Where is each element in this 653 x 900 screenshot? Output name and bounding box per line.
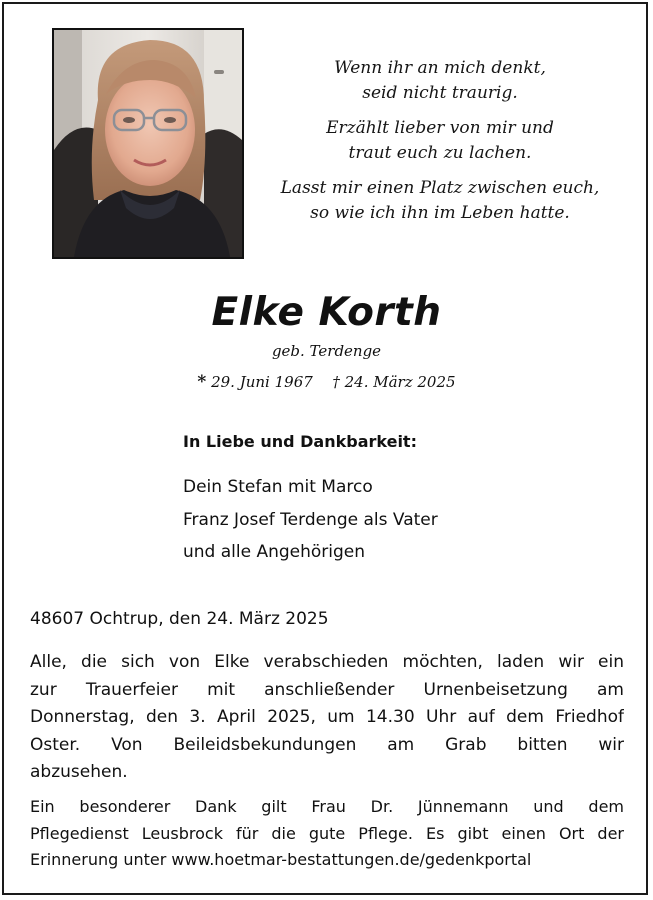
funeral-announcement [30, 649, 624, 787]
thanks-text-line: Pflegedienst Leusbrock für die gute Pflege. Es gibt einen Ort der [30, 823, 624, 843]
death-date: 24. März 2025 [344, 373, 456, 391]
funeral-text-line: abzusehen. [30, 762, 128, 782]
mourner-line: Franz Josef Terdenge als Vater [183, 509, 438, 530]
poem-stanza [258, 176, 622, 226]
poem-line: traut euch zu lachen. [348, 143, 532, 163]
thanks-paragraph [30, 794, 624, 874]
funeral-text-line: Oster. Von Beileidsbekundungen am Grab bitten wir [30, 734, 624, 755]
poem-line: Erzählt lieber von mir und [326, 118, 554, 138]
birth-date: 29. Juni 1967 [211, 373, 313, 391]
mourners-list [183, 471, 438, 569]
birth-star-icon: * [197, 372, 207, 392]
portrait-photo [52, 28, 244, 259]
mourner-line: und alle Angehörigen [183, 542, 366, 562]
poem-stanza [258, 116, 622, 166]
poem-line: seid nicht traurig. [362, 83, 518, 103]
birth-name: geb. Terdenge [271, 342, 382, 360]
funeral-text-line: Donnerstag, den 3. April 2025, um 14.30 Uhr auf dem Friedhof [30, 707, 624, 727]
poem-line: Lasst mir einen Platz zwischen euch, [280, 178, 600, 198]
memorial-poem [258, 56, 622, 236]
poem-line: so wie ich ihn im Leben hatte. [310, 203, 570, 223]
thanks-text-line: Erinnerung unter www.hoetmar-bestattungen.de/gedenkportal [30, 850, 532, 869]
funeral-text-line: Alle, die sich von Elke verabschieden möchten, laden wir ein [30, 652, 624, 672]
mourners-heading: In Liebe und Dankbarkeit: [183, 432, 417, 451]
death-cross-icon: † [332, 373, 340, 391]
mourner-line: Dein Stefan mit Marco [183, 477, 373, 497]
deceased-name: Elke Korth [211, 290, 442, 335]
poem-line: Wenn ihr an mich denkt, [334, 58, 546, 78]
funeral-text-line: zur Trauerfeier mit anschließender Urnenbeisetzung am [30, 679, 624, 700]
poem-stanza [258, 56, 622, 106]
place-and-date: 48607 Ochtrup, den 24. März 2025 [30, 609, 329, 629]
thanks-text-line: Ein besonderer Dank gilt Frau Dr. Jünnemann und dem [30, 797, 624, 816]
life-dates [0, 371, 653, 393]
